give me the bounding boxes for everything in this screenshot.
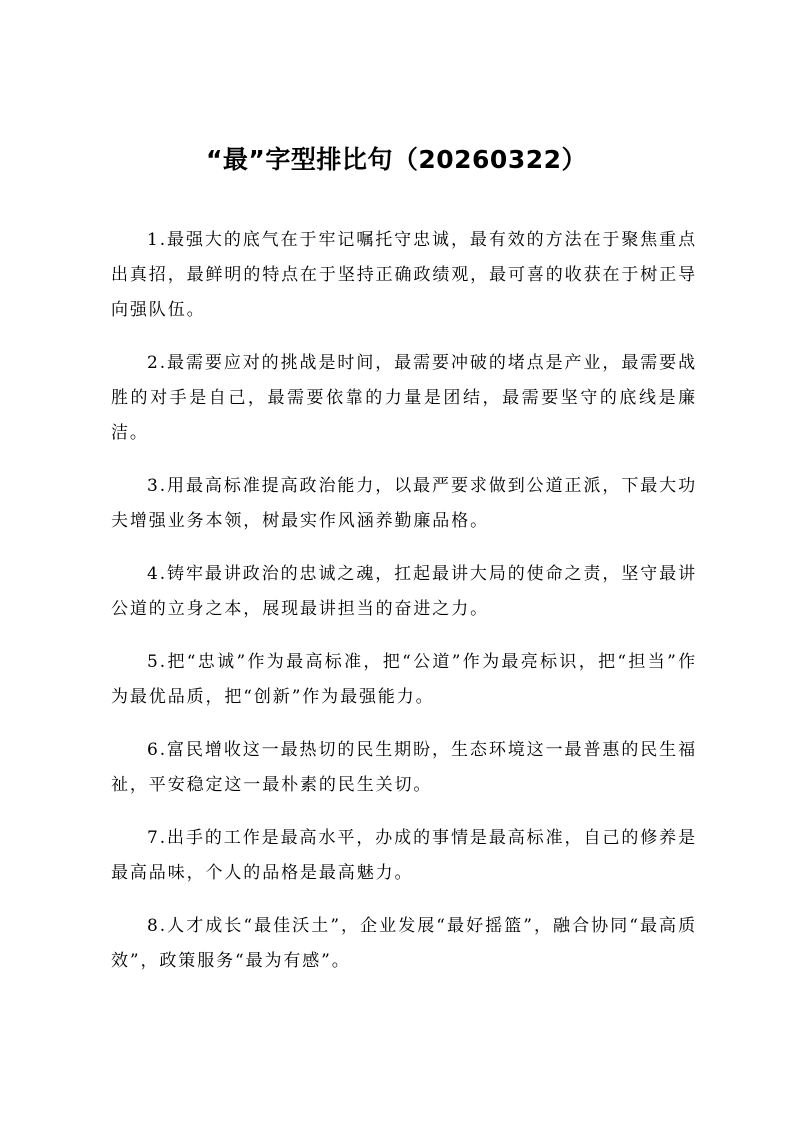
paragraph-6: 6.富民增收这一最热切的民生期盼，生态环境这一最普惠的民生福祉，平安稳定这一最朴素的民生关切。 [111, 740, 697, 795]
paragraph-2: 2.最需要应对的挑战是时间，最需要冲破的堵点是产业，最需要战胜的对手是自己，最需要依靠的力量是团结，最需要坚守的底线是廉洁。 [111, 353, 697, 443]
paragraph-3: 3.用最高标准提高政治能力，以最严要求做到公道正派，下最大功夫增强业务本领，树最实作风涵养勤廉品格。 [111, 476, 697, 531]
paragraph-4: 4.铸牢最讲政治的忠诚之魂，扛起最讲大局的使命之责，坚守最讲公道的立身之本，展现最讲担当的奋进之力。 [111, 564, 697, 619]
paragraph-8: 8.人才成长“最佳沃土”，企业发展“最好摇篮”，融合协同“最高质效”，政策服务“最为有感”。 [111, 916, 697, 971]
document-title: “最”字型排比句（20260322） [205, 145, 588, 174]
document-body [111, 223, 697, 997]
paragraph-7: 7.出手的工作是最高水平，办成的事情是最高标准，自己的修养是最高品味，个人的品格是最高魅力。 [111, 828, 697, 883]
paragraph-5: 5.把“忠诚”作为最高标准，把“公道”作为最亮标识，把“担当”作为最优品质，把“创新”作为最强能力。 [111, 652, 697, 707]
paragraph-1: 1.最强大的底气在于牢记嘱托守忠诚，最有效的方法在于聚焦重点出真招，最鲜明的特点在于坚持正确政绩观，最可喜的收获在于树正导向强队伍。 [111, 230, 697, 320]
